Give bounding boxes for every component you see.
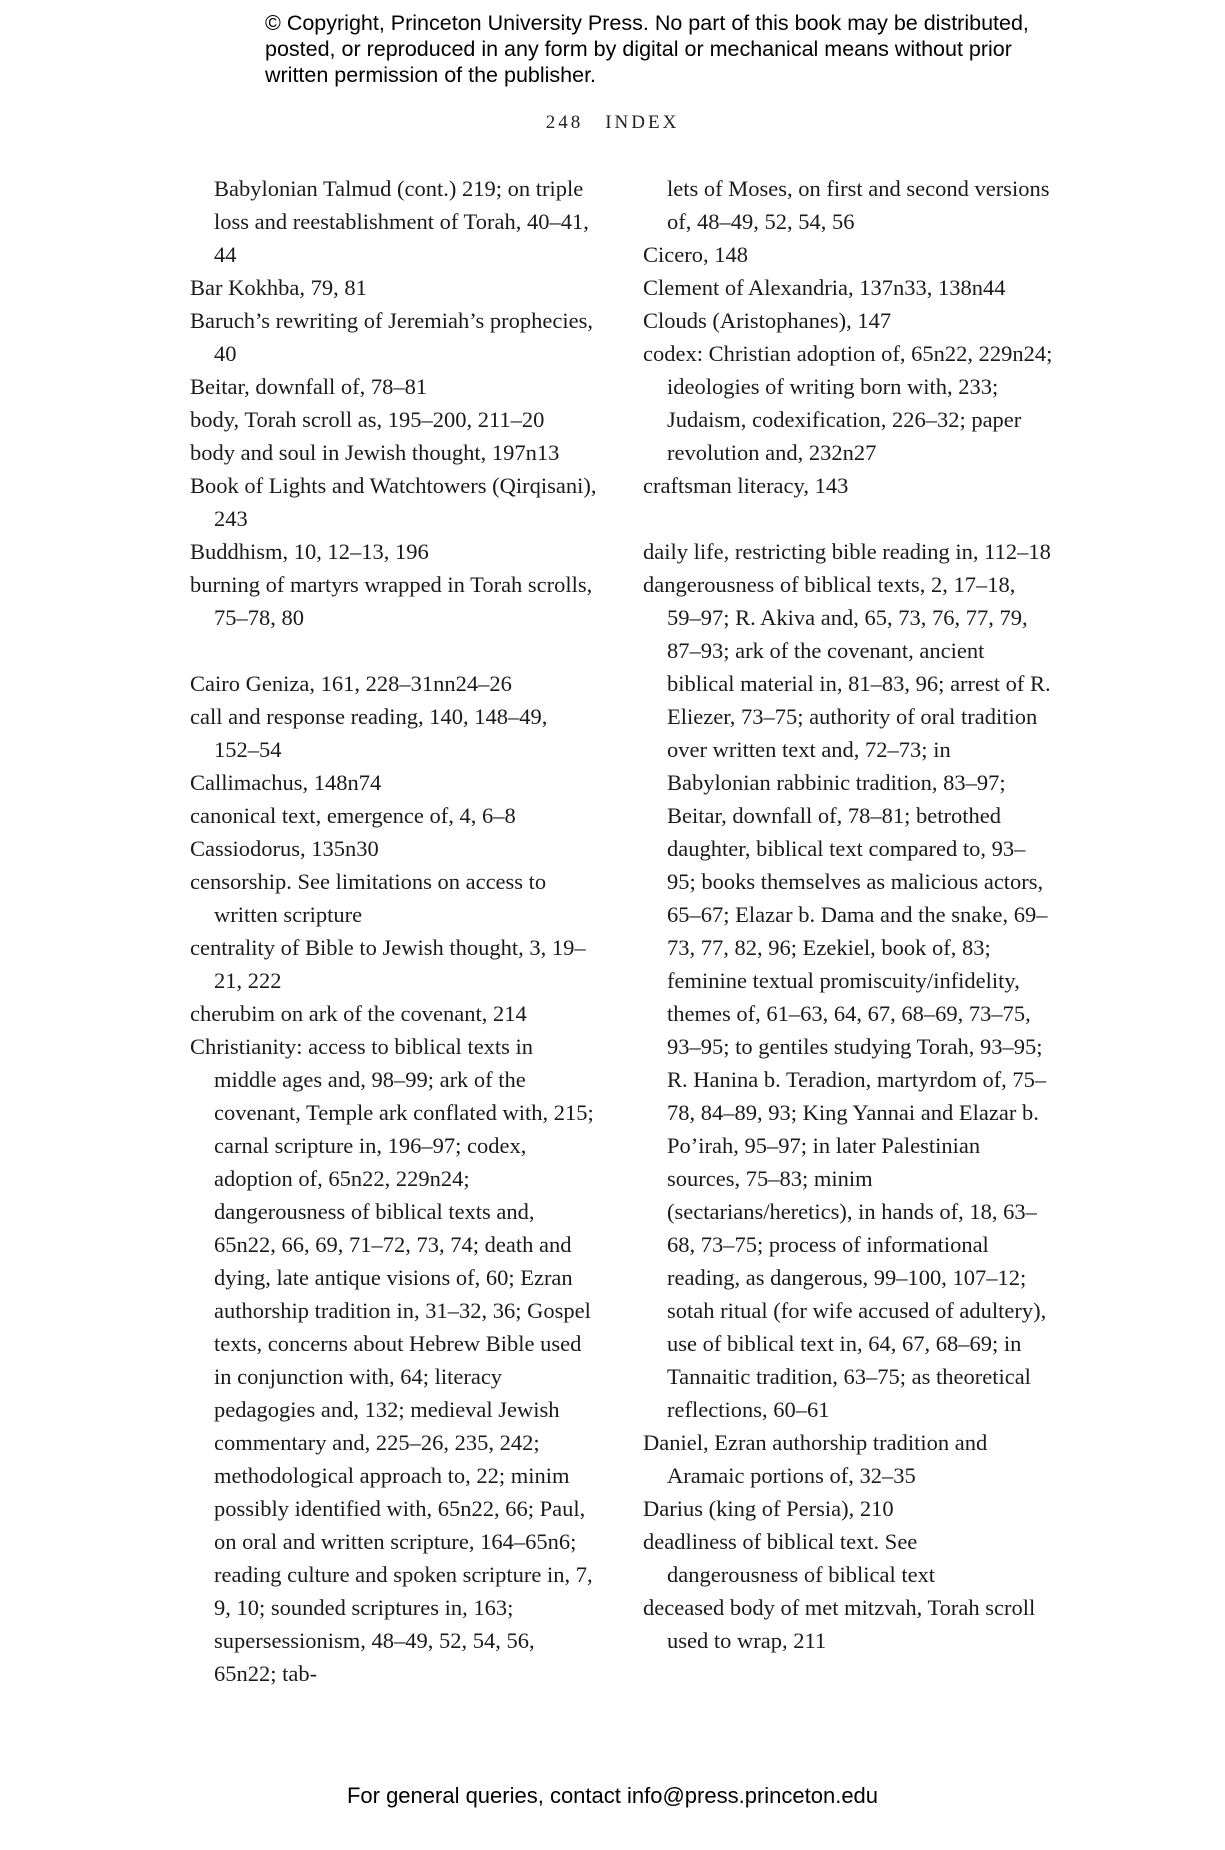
- index-entry: Cassiodorus, 135n30: [190, 836, 379, 861]
- running-head: [0, 112, 1225, 134]
- index-entry: Clement of Alexandria, 137n33, 138n44: [643, 275, 1006, 300]
- page-number: 248: [545, 112, 584, 133]
- index-entry: deceased body of met mitzvah, Torah scroll used to wrap, 211: [643, 1595, 1036, 1653]
- index-entry: Babylonian Talmud (cont.) 219; on triple loss and reestablishment of Torah, 40–41, 44: [214, 176, 589, 267]
- index-entry: deadliness of biblical text. See dangerousness of biblical text: [643, 1529, 936, 1587]
- index-entry: dangerousness of biblical texts, 2, 17–18, 59–97; R. Akiva and, 65, 73, 76, 77, 79, 87–93; ark of the covenant, ancient biblical material in, 81–83, 96; arrest of R. Eliezer, 73–75; authority of oral tradition over written text and, 72–73; in Babylonian rabbinic tradition, 83–97; Beitar, downfall of, 78–81; betrothed daughter, biblical text compared to, 93–95; books themselves as malicious actors, 65–67; Elazar b. Dama and the snake, 69–73, 77, 82, 96; Ezekiel, book of, 83; feminine textual promiscuity/infidelity, themes of, 61–63, 64, 67, 68–69, 73–75, 93–95; to gentiles studying Torah, 93–95; R. Hanina b. Teradion, martyrdom of, 75–78, 84–89, 93; King Yannai and Elazar b. Po’irah, 95–97; in later Palestinian sources, 75–83; minim (sectarians/heretics), in hands of, 18, 63–68, 73–75; process of informational reading, as dangerous, 99–100, 107–12; sotah ritual (for wife accused of adultery), use of biblical text in, 64, 67, 68–69; in Tannaitic tradition, 63–75; as theoretical reflections, 60–61: [643, 572, 1051, 1422]
- index-entry: burning of martyrs wrapped in Torah scrolls, 75–78, 80: [190, 572, 593, 630]
- index-entry: lets of Moses, on first and second versions of, 48–49, 52, 54, 56: [667, 176, 1050, 234]
- index-entry: call and response reading, 140, 148–49, 152–54: [190, 704, 548, 762]
- index-entry: Christianity: access to biblical texts in middle ages and, 98–99; ark of the covenant, Temple ark conflated with, 215; carnal scripture in, 196–97; codex, adoption of, 65n22, 229n24; dangerousness of biblical texts and, 65n22, 66, 69, 71–72, 73, 74; death and dying, late antique visions of, 60; Ezran authorship tradition in, 31–32, 36; Gospel texts, concerns about Hebrew Bible used in conjunction with, 64; literacy pedagogies and, 132; medieval Jewish commentary and, 225–26, 235, 242; methodological approach to, 22; minim possibly identified with, 65n22, 66; Paul, on oral and written scripture, 164–65n6; reading culture and spoken scripture in, 7, 9, 10; sounded scriptures in, 163; supersessionism, 48–49, 52, 54, 56, 65n22; tab-: [190, 1034, 594, 1686]
- letter-group-spacer: [643, 502, 1053, 535]
- index-entry: Bar Kokhba, 79, 81: [190, 275, 367, 300]
- letter-group-spacer: [190, 634, 598, 667]
- index-entry: Daniel, Ezran authorship tradition and Aramaic portions of, 32–35: [643, 1430, 988, 1488]
- index-entry: daily life, restricting bible reading in, 112–18: [643, 539, 1051, 564]
- index-entry: Darius (king of Persia), 210: [643, 1496, 894, 1521]
- index-column-right: [643, 172, 1053, 1657]
- index-entry: body, Torah scroll as, 195–200, 211–20: [190, 407, 545, 432]
- contact-footer: For general queries, contact info@press.princeton.edu: [346, 1783, 879, 1808]
- index-entry: Buddhism, 10, 12–13, 196: [190, 539, 429, 564]
- index-column-left: [190, 172, 598, 1690]
- index-entry: Cicero, 148: [643, 242, 748, 267]
- index-entry: Clouds (Aristophanes), 147: [643, 308, 892, 333]
- copyright-notice: © Copyright, Princeton University Press. No part of this book may be distributed, posted, or reproduced in any form by digital or mechanical means without prior written permission of the publisher.: [265, 11, 1029, 87]
- index-entry: centrality of Bible to Jewish thought, 3, 19–21, 222: [190, 935, 586, 993]
- section-title: INDEX: [605, 112, 680, 133]
- index-entry: craftsman literacy, 143: [643, 473, 849, 498]
- index-entry: Cairo Geniza, 161, 228–31nn24–26: [190, 671, 512, 696]
- index-entry: Callimachus, 148n74: [190, 770, 382, 795]
- index-entry: Book of Lights and Watchtowers (Qirqisani), 243: [190, 473, 597, 531]
- index-entry: cherubim on ark of the covenant, 214: [190, 1001, 527, 1026]
- index-entry: codex: Christian adoption of, 65n22, 229n24; ideologies of writing born with, 233; Judaism, codexification, 226–32; paper revolution and, 232n27: [643, 341, 1053, 465]
- index-entry: censorship. See limitations on access to written scripture: [190, 869, 547, 927]
- index-entry: Beitar, downfall of, 78–81: [190, 374, 428, 399]
- index-entry: Baruch’s rewriting of Jeremiah’s prophecies, 40: [190, 308, 594, 366]
- index-entry: canonical text, emergence of, 4, 6–8: [190, 803, 516, 828]
- index-entry: body and soul in Jewish thought, 197n13: [190, 440, 560, 465]
